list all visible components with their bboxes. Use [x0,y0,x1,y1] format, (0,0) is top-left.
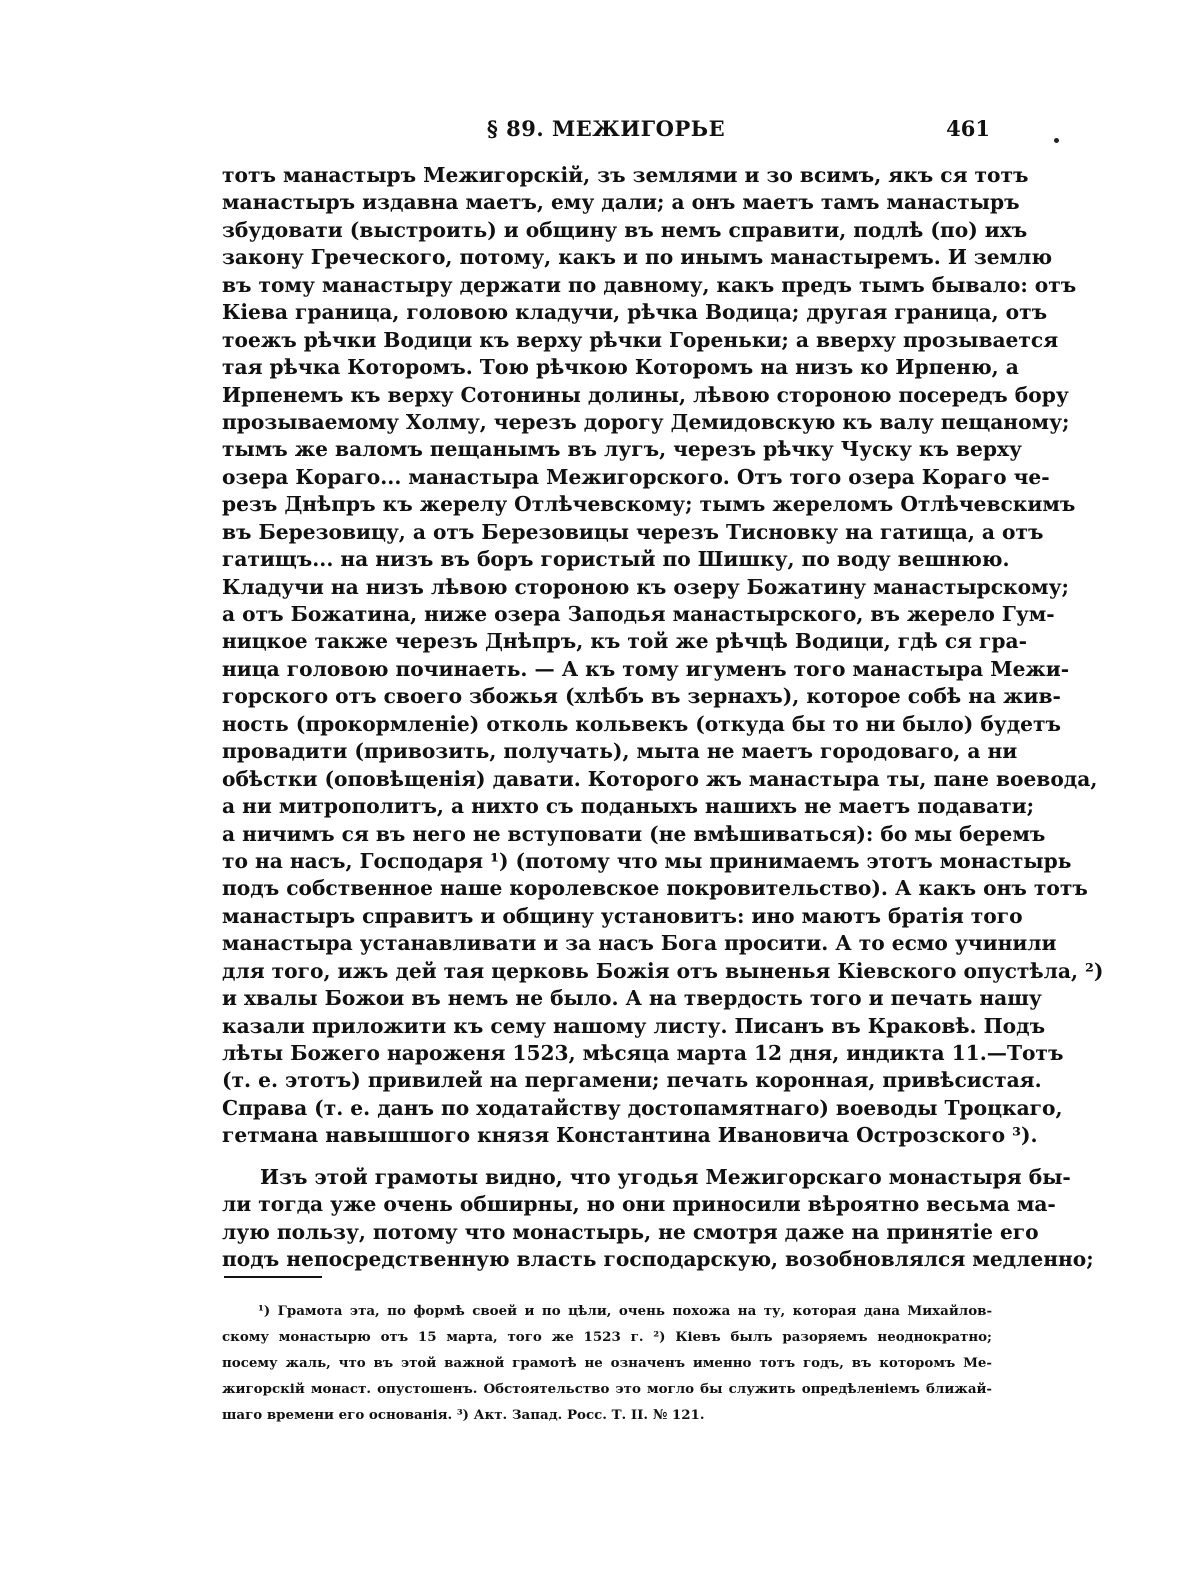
text-line: тотъ манастыръ Межигорскій, зъ землями и зо всимъ, якъ ся тотъ [222,163,1029,187]
text-line: лую пользу, потому что монастырь, не смотря даже на принятіе его [222,1219,1039,1244]
footnotes [222,1298,992,1428]
text-line: тымъ же валомъ пещанымъ въ лугъ, черезъ рѣчку Чуску къ верху [222,437,1022,462]
text-line: збудовати (выстроить) и общину въ немъ справити, подлѣ (по) ихъ [222,217,1028,242]
text-line: обѣстки (оповѣщенія) давати. Которого жъ манастыра ты, пане воевода, [222,766,1098,791]
text-line: Кіева граница, головою кладучи, рѣчка Водица; другая граница, отъ [222,300,1048,325]
main-text [222,162,1104,1274]
margin-dot [1054,138,1059,143]
footnote-line: посему жаль, что въ этой важной грамотѣ не означенъ именно тотъ годъ, въ которомъ Ме- [222,1355,992,1371]
text-line: гетмана навышшого князя Константина Ивановича Острозского ³). [222,1123,1038,1148]
text-line: казали приложити къ сему нашому листу. Писанъ въ Краковѣ. Подъ [222,1013,1046,1038]
text-line: подъ непосредственную власть господарскую, возобновлялся медленно; [222,1247,1094,1272]
text-line: ница головою починаеть. — А къ тому игуменъ того манастыра Межи- [222,656,1070,681]
text-line: (т. е. этотъ) привилей на пергамени; печать коронная, привѣсистая. [222,1068,1042,1093]
footnote-line: скому монастырю отъ 15 марта, того же 1523 г. ²) Кіевъ былъ разоряемъ неоднократно; [222,1329,992,1345]
text-line: ность (прокормленіе) отколь кольвекъ (откуда бы то ни было) будетъ [222,711,1062,736]
text-line: для того, ижъ дей тая церковь Божія отъ выненья Кіевского опустѣла, ²) [222,958,1104,983]
text-line: въ тому манастыру держати по давному, какъ предъ тымъ бывало: отъ [222,272,1077,297]
text-line: а ничимъ ся въ него не вступовати (не вмѣшиваться): бо мы беремъ [222,821,1046,846]
text-line: Изъ этой грамоты видно, что угодья Межигорскаго монастыря бы- [260,1164,1071,1189]
text-line: тая рѣчка Которомъ. Тою рѣчкою Которомъ на низъ ко Ирпеню, а [222,355,1019,380]
text-line: тоежъ рѣчки Водици къ верху рѣчки Гореньки; а вверху прозывается [222,327,1059,352]
text-line: въ Березовицу, а отъ Березовицы черезъ Тисновку на гатища, а отъ [222,519,1044,544]
text-line: Кладучи на низъ лѣвою стороною къ озеру Божатину манастырскому; [222,574,1069,599]
page-number: 461 [946,116,990,141]
footnote-rule [224,1276,322,1278]
text-line: а ни митрополитъ, а нихто съ поданыхъ нашихъ не маетъ подавати; [222,794,1035,819]
text-line: манастыра устанавливати и за насъ Бога просити. А то есмо учинили [222,931,1057,956]
text-line: ли тогда уже очень обширны, но они приносили вѣроятно весьма ма- [222,1192,1056,1217]
text-line: резъ Днѣпръ къ жерелу Отлѣчевскому; тымъ жереломъ Отлѣчевскимъ [222,492,1076,517]
section-title: § 89. МЕЖИГОРЬЕ [486,116,726,141]
footnote-line: ¹) Грамота эта, по формѣ своей и по цѣли, очень похожа на ту, которая дана Михайлов- [258,1303,992,1319]
text-line: манастыръ издавна маетъ, ему дали; а онъ маетъ тамъ манастыръ [222,190,1020,215]
text-line: закону Греческого, потому, какъ и по инымъ манастыремъ. И землю [222,245,1053,270]
text-line: лѣты Божего нароженя 1523, мѣсяца марта 12 дня, индикта 11.—Тотъ [222,1041,1064,1065]
text-line: горского отъ своего збожья (хлѣбъ въ зернахъ), которое собѣ на жив- [222,684,1061,709]
text-line: а отъ Божатина, ниже озера Заподья манастырского, въ жерело Гум- [222,602,1055,626]
text-line: гатищъ... на низъ въ боръ гористый по Шишку, по воду вешнюю. [222,547,1010,572]
footnote-line: жигорскій монаст. опустошенъ. Обстоятельство это могло бы служить опредѣленіемъ ближай- [222,1381,992,1397]
text-line: ницкое также черезъ Днѣпръ, къ той же рѣчцѣ Водици, гдѣ ся гра- [222,629,1028,654]
text-line: Ирпенемъ къ верху Сотонины долины, лѣвою стороною посередъ бору [222,382,1069,407]
text-line: прозываемому Холму, черезъ дорогу Демидовскую къ валу пещаному; [222,409,1070,434]
text-line: провадити (привозить, получать), мыта не маетъ городоваго, а ни [222,739,1018,764]
text-line: манастыръ справитъ и общину установитъ: ино маютъ братія того [222,903,1023,928]
text-line: Справа (т. е. данъ по ходатайству достопамятнаго) воеводы Троцкаго, [222,1095,1063,1120]
footnote-line: шаго времени его основанія. ³) Акт. Запад. Росс. Т. II. № 121. [222,1407,705,1423]
text-line: озера Кораго... манастыра Межигорского. Отъ того озера Кораго че- [222,464,1050,489]
text-line: то на насъ, Господаря ¹) (потому что мы принимаемъ этотъ монастырь [222,848,1072,873]
running-header [222,116,990,146]
text-line: подъ собственное наше королевское покровительство). А какъ онъ тотъ [222,876,1088,901]
text-line: и хвалы Божои въ немъ не было. А на твердость того и печать нашу [222,986,1042,1011]
paragraph-gap [222,1150,992,1164]
